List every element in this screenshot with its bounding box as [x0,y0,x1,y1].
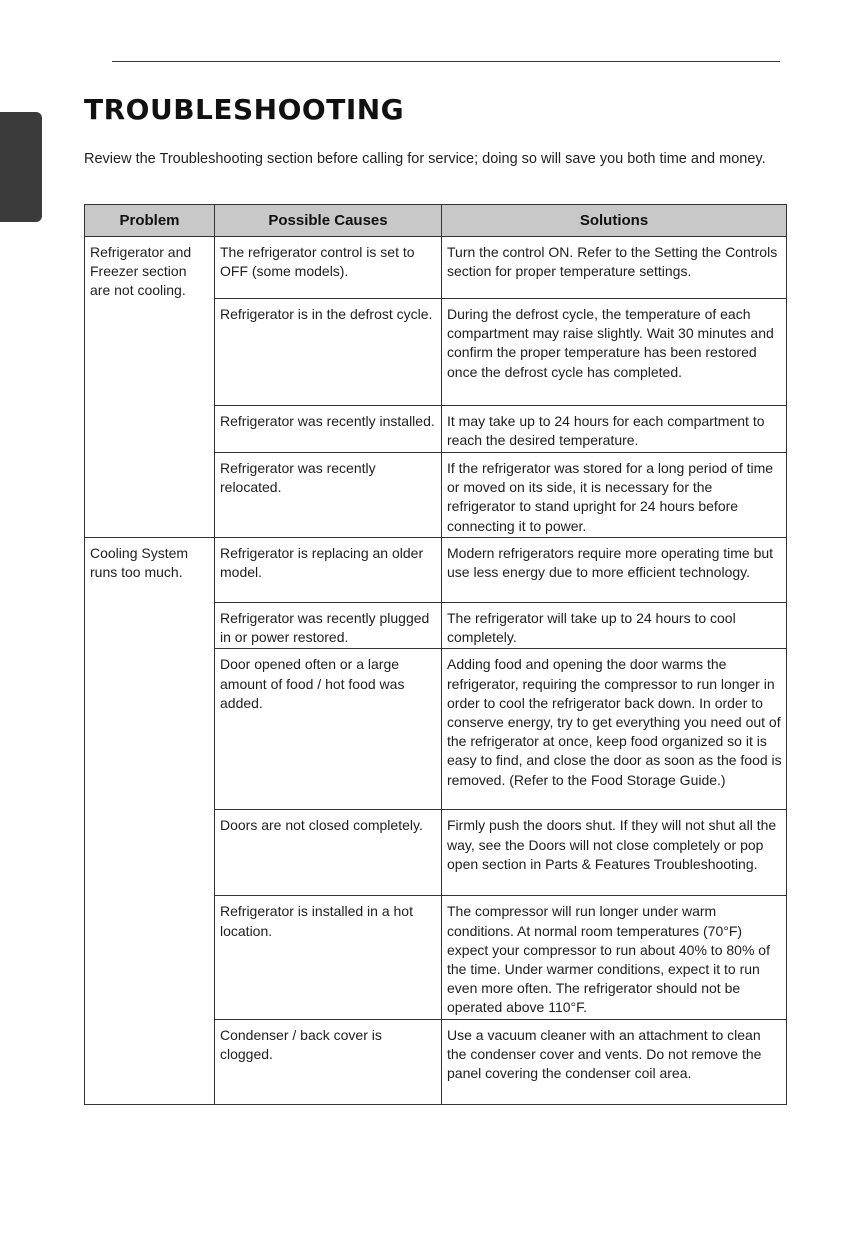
solution-cell: If the refrigerator was stored for a long period of time or moved on its side, it is necessary for the refrigerator to stand upright for 24 hours before connecting it to power. [442,453,787,538]
table-row [85,538,787,603]
cause-cell: Refrigerator was recently relocated. [215,453,442,538]
solution-cell: Adding food and opening the door warms the refrigerator, requiring the compressor to run longer in order to cool the refrigerator back down. In order to conserve energy, try to get everything you need out of the refrigerator at once, keep food organized so it is easy to find, and close the door as soon as the food is removed. (Refer to the Food Storage Guide.) [442,649,787,810]
header-solutions: Solutions [442,205,787,237]
problem-cell: Refrigerator and Freezer section are not cooling. [85,237,215,538]
cause-cell: The refrigerator control is set to OFF (some models). [215,237,442,299]
problem-cell: Cooling System runs too much. [85,538,215,1105]
cause-cell: Condenser / back cover is clogged. [215,1019,442,1104]
header-causes: Possible Causes [215,205,442,237]
cause-cell: Refrigerator is in the defrost cycle. [215,299,442,406]
intro-text: Review the Troubleshooting section before calling for service; doing so will save you both time and money. [84,151,766,167]
solution-cell: The compressor will run longer under warm conditions. At normal room temperatures (70°F) expect your compressor to run about 40% to 80% of the time. Under warmer conditions, expect it to run even more often. The refrigerator should not be operated above 110°F. [442,896,787,1019]
language-tab [0,112,42,222]
solution-cell: It may take up to 24 hours for each compartment to reach the desired temperature. [442,406,787,453]
header-problem: Problem [85,205,215,237]
solution-cell: During the defrost cycle, the temperature of each compartment may raise slightly. Wait 30 minutes and confirm the proper temperature has been restored once the defrost cycle has completed. [442,299,787,406]
cause-cell: Door opened often or a large amount of food / hot food was added. [215,649,442,810]
cause-cell: Refrigerator is installed in a hot location. [215,896,442,1019]
header-rule [112,61,780,62]
cause-cell: Doors are not closed completely. [215,810,442,896]
cause-cell: Refrigerator was recently installed. [215,406,442,453]
table-header-row [85,205,787,237]
solution-cell: Modern refrigerators require more operating time but use less energy due to more efficient technology. [442,538,787,603]
solution-cell: The refrigerator will take up to 24 hours to cool completely. [442,603,787,649]
cause-cell: Refrigerator is replacing an older model. [215,538,442,603]
cause-cell: Refrigerator was recently plugged in or power restored. [215,603,442,649]
solution-cell: Turn the control ON. Refer to the Setting the Controls section for proper temperature settings. [442,237,787,299]
solution-cell: Use a vacuum cleaner with an attachment to clean the condenser cover and vents. Do not remove the panel covering the condenser coil area. [442,1019,787,1104]
troubleshooting-table [84,204,787,1105]
solution-cell: Firmly push the doors shut. If they will not shut all the way, see the Doors will not close completely or pop open section in Parts & Features Troubleshooting. [442,810,787,896]
table-row [85,237,787,299]
page-title: TROUBLESHOOTING [84,93,405,126]
